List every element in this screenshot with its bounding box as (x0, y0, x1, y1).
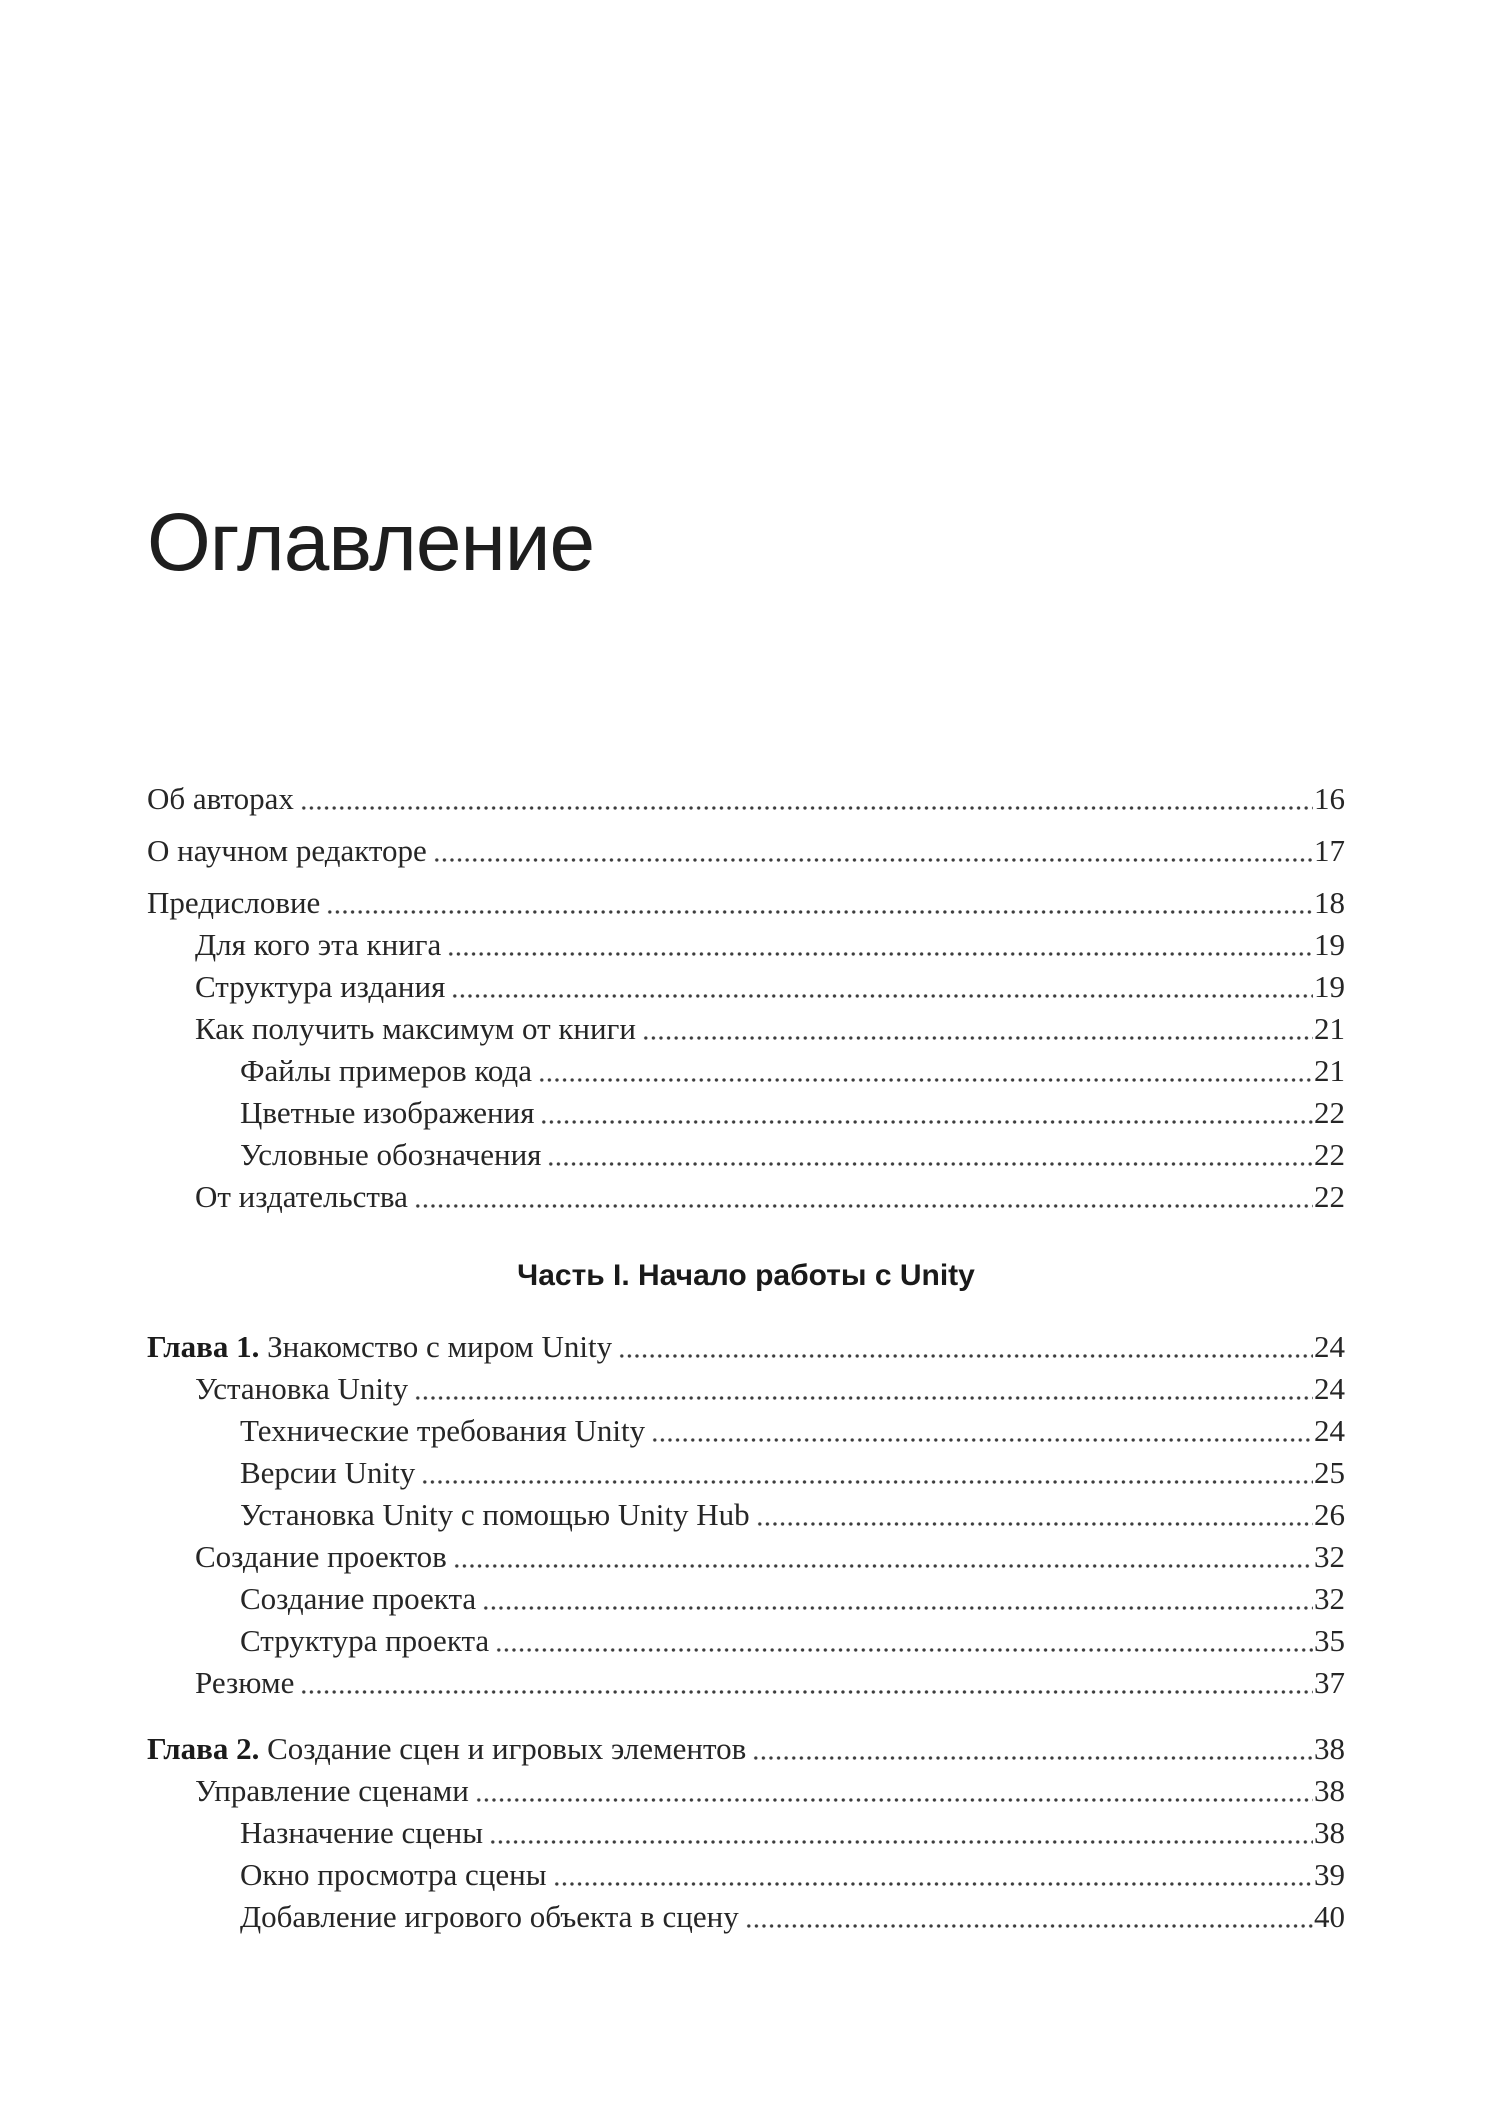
toc-entry-page-number: 24 (1314, 1371, 1345, 1406)
toc-entry (147, 1578, 1345, 1620)
toc-entry-label: Как получить максимум от книги (195, 1011, 636, 1046)
toc-entry-label: Версии Unity (240, 1455, 416, 1490)
toc-entry-label: Структура издания (195, 969, 446, 1004)
toc-entry-label: Цветные изображения (240, 1095, 535, 1130)
dot-leader (300, 1686, 1313, 1698)
toc-entry-label: Управление сценами (195, 1773, 469, 1808)
toc-entry-label: Глава 2. Создание сцен и игровых элементов (147, 1731, 747, 1766)
dot-leader (433, 854, 1313, 866)
toc-entry-label: Окно просмотра сцены (240, 1857, 547, 1892)
toc-entry-label: Предисловие (147, 885, 321, 920)
chapter-number-prefix: Глава 1. (147, 1329, 260, 1364)
toc-entry (147, 1896, 1345, 1938)
toc-entry-label: Создание проекта (240, 1581, 477, 1616)
toc-entry-label: Об авторах (147, 781, 294, 816)
toc-entry (147, 882, 1345, 924)
dot-leader (642, 1032, 1313, 1044)
dot-leader (414, 1392, 1313, 1404)
toc-entry-page-number: 35 (1314, 1623, 1345, 1658)
toc-entry (147, 1854, 1345, 1896)
toc-entry-label: Для кого эта книга (195, 927, 442, 962)
toc-entry (147, 1092, 1345, 1134)
toc-entry-page-number: 22 (1314, 1137, 1345, 1172)
toc-entry (147, 1770, 1345, 1812)
toc-entry-page-number: 16 (1314, 781, 1345, 816)
dot-leader (414, 1200, 1313, 1212)
toc-entry-label: От издательства (195, 1179, 408, 1214)
dot-leader (618, 1350, 1313, 1362)
dot-leader (447, 948, 1313, 960)
toc-entry-page-number: 19 (1314, 969, 1345, 1004)
toc-entry-label: О научном редакторе (147, 833, 427, 868)
dot-leader (553, 1878, 1313, 1890)
toc-entry-page-number: 17 (1314, 833, 1345, 868)
toc-entry-page-number: 38 (1314, 1773, 1345, 1808)
toc-entry-label: Установка Unity (195, 1371, 409, 1406)
toc-entry (147, 1494, 1345, 1536)
part-heading: Часть I. Начало работы с Unity (517, 1259, 975, 1292)
dot-leader (482, 1602, 1313, 1614)
dot-leader (475, 1794, 1313, 1806)
dot-leader (752, 1752, 1313, 1764)
toc-entry (147, 830, 1345, 872)
dot-leader (451, 990, 1313, 1002)
toc-entry-page-number: 40 (1314, 1899, 1345, 1934)
toc-entry-page-number: 26 (1314, 1497, 1345, 1532)
toc-entry-page-number: 22 (1314, 1095, 1345, 1130)
dot-leader (453, 1560, 1313, 1572)
toc-entry-label: Назначение сцены (240, 1815, 484, 1850)
toc-entry-page-number: 21 (1314, 1053, 1345, 1088)
chapter-number-prefix: Глава 2. (147, 1731, 260, 1766)
toc-entry (147, 924, 1345, 966)
toc-entry (147, 1812, 1345, 1854)
part1-toc-list (147, 1326, 1345, 1938)
dot-leader (489, 1836, 1313, 1848)
toc-entry (147, 1176, 1345, 1218)
toc-entry (147, 1368, 1345, 1410)
toc-entry-page-number: 24 (1314, 1329, 1345, 1364)
toc-entry-label: Создание проектов (195, 1539, 447, 1574)
toc-chapter-entry (147, 1728, 1345, 1770)
toc-entry-page-number: 24 (1314, 1413, 1345, 1448)
toc-entry-page-number: 38 (1314, 1815, 1345, 1850)
toc-entry-page-number: 37 (1314, 1665, 1345, 1700)
dot-leader (651, 1434, 1313, 1446)
toc-entry-label: Файлы примеров кода (240, 1053, 532, 1088)
toc-entry-page-number: 32 (1314, 1581, 1345, 1616)
toc-entry (147, 1452, 1345, 1494)
toc-entry-label: Установка Unity с помощью Unity Hub (240, 1497, 750, 1532)
dot-leader (326, 906, 1313, 918)
dot-leader (421, 1476, 1313, 1488)
front-matter-toc-list (147, 778, 1345, 1218)
dot-leader (495, 1644, 1313, 1656)
toc-entry-page-number: 25 (1314, 1455, 1345, 1490)
dot-leader (547, 1158, 1313, 1170)
toc-entry (147, 1536, 1345, 1578)
toc-entry-label: Резюме (195, 1665, 295, 1700)
toc-entry (147, 1662, 1345, 1704)
dot-leader (538, 1074, 1313, 1086)
toc-entry (147, 778, 1345, 820)
page-title: Оглавление (147, 497, 595, 588)
toc-entry (147, 1620, 1345, 1662)
toc-entry-label: Структура проекта (240, 1623, 490, 1658)
toc-entry (147, 1050, 1345, 1092)
toc-entry-page-number: 22 (1314, 1179, 1345, 1214)
toc-entry-label: Добавление игрового объекта в сцену (240, 1899, 739, 1934)
toc-chapter-entry (147, 1326, 1345, 1368)
toc-entry-page-number: 18 (1314, 885, 1345, 920)
dot-leader (300, 802, 1313, 814)
toc-entry-label: Технические требования Unity (240, 1413, 646, 1448)
toc-entry-page-number: 39 (1314, 1857, 1345, 1892)
toc-entry-label: Глава 1. Знакомство с миром Unity (147, 1329, 613, 1364)
dot-leader (745, 1920, 1313, 1932)
toc-entry (147, 1410, 1345, 1452)
toc-entry (147, 1008, 1345, 1050)
dot-leader (540, 1116, 1313, 1128)
toc-entry (147, 966, 1345, 1008)
dot-leader (756, 1518, 1313, 1530)
toc-entry-page-number: 21 (1314, 1011, 1345, 1046)
toc-entry-page-number: 19 (1314, 927, 1345, 962)
toc-entry-page-number: 38 (1314, 1731, 1345, 1766)
toc-entry-label: Условные обозначения (240, 1137, 542, 1172)
toc-entry (147, 1134, 1345, 1176)
toc-entry-page-number: 32 (1314, 1539, 1345, 1574)
